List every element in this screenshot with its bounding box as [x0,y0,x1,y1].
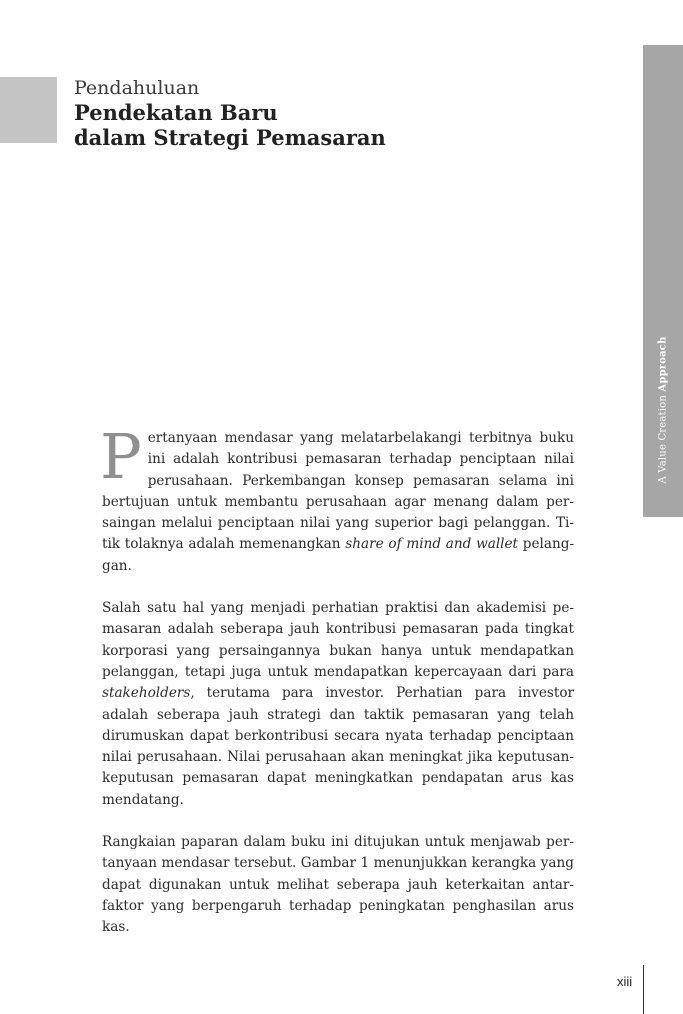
paragraph-2-italic: stakeholders [102,685,191,702]
corner-decoration-block [0,77,57,143]
paragraph-3: Rangkaian paparan dalam buku ini ditujukan untuk menjawab pertanyaan mendasar tersebut. Gambar 1 menunjukkan kerangka yang dapat digunakan untuk melihat seberapa jauh keterkaitan antarfaktor yang berpengaruh terhadap peningkatan penghasilan arus kas. [102,834,574,936]
paragraph-2-text-a: Salah satu hal yang menjadi perhatian praktisi dan akademisi pemasaran adalah seberapa jauh kontribusi pemasaran pada tingkat korporasi yang persaingannya bukan hanya untuk mendapatkan pelanggan, tetapi juga untuk mendapatkan kepercayaan dari para [102,600,574,680]
paragraph-1-text-a: ertanyaan mendasar yang melatarbelakangi terbitnya buku ini adalah kontribusi pemasaran terhadap penciptaan nilai perusahaan. Perkembangan konsep pemasaran selama ini bertujuan untuk membantu perusahaan agar menang dalam persaingan melalui penciptaan nilai yang superior bagi pelanggan. Titik tolaknya adalah memenangkan [102,430,574,553]
chapter-title [74,100,594,150]
side-tab-label-bold: Approach [657,336,669,392]
paragraph-2-text-b: , terutama para investor. Perhatian para investor adalah seberapa jauh strategi dan taktik pemasaran yang telah dirumuskan dapat berkontribusi secara nyata terhadap penciptaan nilai perusahaan. Nilai perusahaan akan meningkat jika keputusan-keputusan pemasaran dapat meningkatkan pendapatan arus kas mendatang. [102,685,574,808]
chapter-title-line-2: dalam Strategi Pemasaran [74,125,386,150]
side-tab-label [658,336,669,483]
chapter-kicker: Pendahuluan [74,77,200,99]
paragraph-2 [102,598,574,811]
side-tab-label-normal: A Value Creation [657,391,669,484]
paragraph-1-text-b: pelanggan. [102,536,575,574]
page-number-rule [643,965,644,1014]
paragraph-1 [100,420,575,577]
page-number: xiii [617,974,633,989]
chapter-header [74,76,594,150]
chapter-title-line-1: Pendekatan Baru [74,100,278,125]
drop-cap: P [100,420,142,493]
body-text [100,420,575,960]
paragraph-1-italic: share of mind and wallet [345,536,519,553]
